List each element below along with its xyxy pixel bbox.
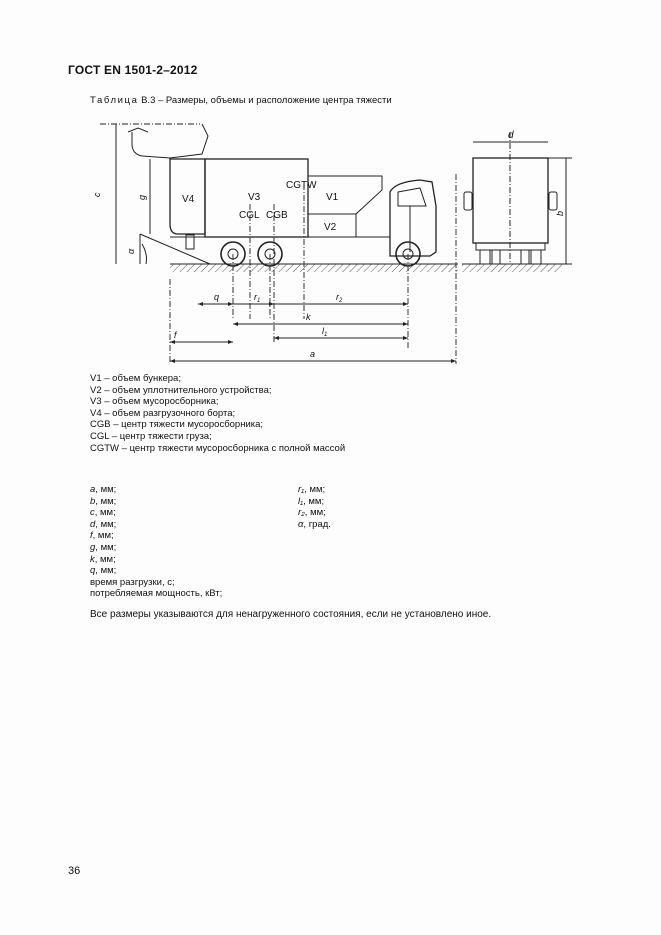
param-row <box>298 496 331 508</box>
truck-cab <box>390 180 436 256</box>
param-unit: , мм; <box>95 484 117 495</box>
label-b: b <box>555 210 565 216</box>
label-alpha: α <box>126 248 136 254</box>
params-right-column <box>298 484 331 530</box>
param-unit: , мм; <box>94 553 116 565</box>
legend-item: CGTW – центр тяжести мусоросборника с полной массой <box>90 442 346 454</box>
param-unit: , мм; <box>303 495 325 507</box>
param-unit: , мм; <box>95 565 117 577</box>
legend-list <box>90 373 345 454</box>
param-variable: f <box>90 530 93 542</box>
label-cgtw: CGTW <box>286 180 317 191</box>
rear-view-wheel-right-2 <box>521 250 529 264</box>
legend-item: V3 – объем мусоросборника; <box>90 396 219 408</box>
param-variable: g <box>90 541 96 553</box>
param-unit: , мм; <box>304 484 326 495</box>
param-unit: потребляемая мощность, кВт; <box>90 588 223 600</box>
param-variable: a <box>90 484 96 495</box>
table-caption <box>90 95 392 106</box>
caption-prefix: Таблица <box>90 95 139 106</box>
param-row <box>90 530 222 542</box>
page-number: 36 <box>68 865 81 877</box>
legend-item: V4 – объем разгрузочного борта; <box>90 407 236 419</box>
label-a: a <box>310 349 316 359</box>
param-unit: , мм; <box>95 495 117 507</box>
param-variable: q <box>90 565 96 577</box>
param-row <box>298 519 331 531</box>
param-unit: время разгрузки, с; <box>90 576 175 588</box>
label-v4: V4 <box>182 194 195 205</box>
param-row <box>298 484 331 496</box>
param-unit: , град. <box>303 518 331 530</box>
param-row <box>90 554 222 566</box>
param-variable: d <box>90 518 96 530</box>
dim-alpha-arc <box>142 244 147 264</box>
param-row <box>90 507 222 519</box>
param-unit: , мм; <box>92 530 114 542</box>
param-variable: b <box>90 495 96 507</box>
param-variable: c <box>90 507 95 519</box>
rear-view-wheel-right <box>531 250 541 264</box>
label-g: g <box>137 194 147 200</box>
label-cgb: CGB <box>266 210 288 221</box>
param-row <box>90 519 222 531</box>
param-variable: r₁ <box>298 484 305 495</box>
ground-hatch <box>170 264 458 272</box>
ramp-line <box>140 234 210 264</box>
param-row <box>90 496 222 508</box>
label-q: q <box>214 292 220 302</box>
truck-dimensions-diagram <box>90 114 590 369</box>
caption-text: В.3 – Размеры, объемы и расположение центра тяжести <box>138 95 392 106</box>
label-cgl: CGL <box>239 210 260 221</box>
param-unit: , мм; <box>304 507 326 519</box>
label-d: d <box>508 130 514 141</box>
param-row <box>90 588 222 600</box>
label-f: f <box>174 330 177 340</box>
label-v3: V3 <box>248 192 261 203</box>
param-row <box>90 484 222 496</box>
param-row <box>298 507 331 519</box>
rear-view-light-right <box>549 192 557 210</box>
param-row <box>90 542 222 554</box>
label-v1: V1 <box>326 192 339 203</box>
label-r1: $r_1$ <box>254 292 261 304</box>
param-variable: k <box>90 553 95 565</box>
param-variable: l₁ <box>298 495 304 507</box>
hopper-v1 <box>308 176 382 214</box>
legend-item: V2 – объем уплотнительного устройства; <box>90 384 272 396</box>
ground-hatch-rear <box>462 264 562 272</box>
legend-item: CGB – центр тяжести мусоросборника; <box>90 419 264 431</box>
rear-view-light-left <box>464 192 472 210</box>
rear-view-wheel-left <box>480 250 490 264</box>
cab-window <box>398 188 426 206</box>
legend-item: CGL – центр тяжести груза; <box>90 430 212 442</box>
params-left-column <box>90 484 222 600</box>
param-unit: , мм; <box>95 518 117 530</box>
rear-view-wheel-left-2 <box>492 250 500 264</box>
param-unit: , мм; <box>95 541 117 553</box>
param-unit: , мм; <box>94 507 116 519</box>
param-row <box>90 565 222 577</box>
raised-tailgate-outline <box>128 124 208 158</box>
label-k: k <box>306 312 311 322</box>
document-header: ГОСТ EN 1501-2–2012 <box>68 63 198 77</box>
param-variable: α <box>298 518 304 530</box>
label-l1: $l_1$ <box>322 326 328 338</box>
legend-item: V1 – объем бункера; <box>90 373 181 384</box>
param-variable: r₂ <box>298 507 305 519</box>
param-row <box>90 577 222 589</box>
label-r2: $r_2$ <box>336 292 343 304</box>
label-c: c <box>92 192 102 197</box>
dimensions-note: Все размеры указываются для ненагруженного состояния, если не установлено иное. <box>90 609 492 620</box>
label-v2: V2 <box>324 222 337 233</box>
